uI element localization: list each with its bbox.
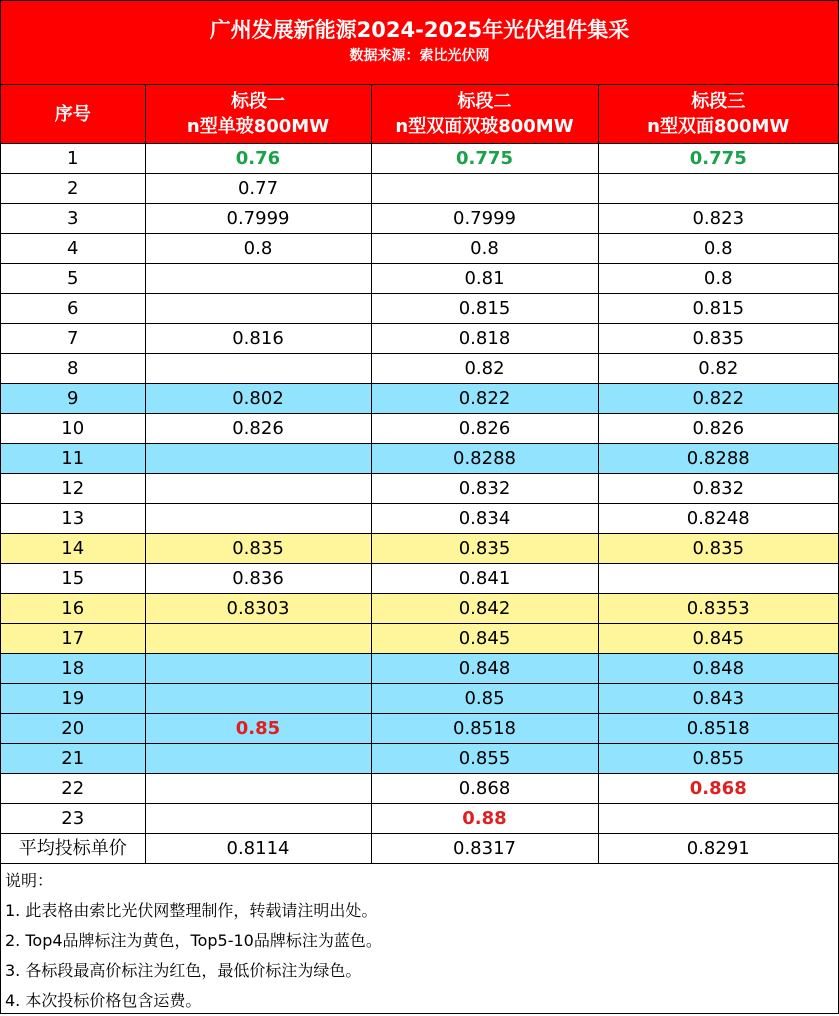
row-index: 10 <box>1 414 145 444</box>
lot2-price: 0.88 <box>371 804 598 834</box>
row-index: 13 <box>1 504 145 534</box>
table-row <box>1 774 838 804</box>
lot3-price: 0.775 <box>598 144 838 174</box>
lot3-price: 0.8518 <box>598 714 838 744</box>
lot3-price: 0.815 <box>598 294 838 324</box>
row-index: 5 <box>1 264 145 294</box>
row-index: 6 <box>1 294 145 324</box>
lot2-price: 0.841 <box>371 564 598 594</box>
lot3-price: 0.82 <box>598 354 838 384</box>
row-index: 3 <box>1 204 145 234</box>
header-lot1-name: 标段一 <box>231 91 285 112</box>
lot3-price: 0.8353 <box>598 594 838 624</box>
lot3-price <box>598 174 838 204</box>
header-lot2-name: 标段二 <box>457 91 512 112</box>
row-index: 8 <box>1 354 145 384</box>
page-title: 广州发展新能源2024-2025年光伏组件集采 <box>209 18 630 42</box>
lot1-price <box>145 774 371 804</box>
lot1-price: 0.77 <box>145 174 371 204</box>
lot3-price: 0.822 <box>598 384 838 414</box>
lot2-price: 0.82 <box>371 354 598 384</box>
lot2-price: 0.822 <box>371 384 598 414</box>
table-row <box>1 264 838 294</box>
lot2-price: 0.826 <box>371 414 598 444</box>
average-label: 平均投标单价 <box>1 834 145 864</box>
lot1-price: 0.836 <box>145 564 371 594</box>
lot2-price: 0.81 <box>371 264 598 294</box>
row-index: 2 <box>1 174 145 204</box>
row-index: 21 <box>1 744 145 774</box>
lot3-price: 0.8248 <box>598 504 838 534</box>
lot3-price: 0.843 <box>598 684 838 714</box>
lot3-price <box>598 804 838 834</box>
lot1-price <box>145 474 371 504</box>
table-row <box>1 684 838 714</box>
lot1-price: 0.8 <box>145 234 371 264</box>
row-index: 1 <box>1 144 145 174</box>
table-row <box>1 594 838 624</box>
header-lot3 <box>598 85 838 144</box>
lot1-price: 0.76 <box>145 144 371 174</box>
lot3-price: 0.855 <box>598 744 838 774</box>
header-row <box>1 85 838 144</box>
table-row <box>1 804 838 834</box>
lot1-price <box>145 294 371 324</box>
table-row <box>1 654 838 684</box>
lot2-price: 0.835 <box>371 534 598 564</box>
lot2-price: 0.85 <box>371 684 598 714</box>
table-row <box>1 624 838 654</box>
lot1-price: 0.826 <box>145 414 371 444</box>
table-row <box>1 534 838 564</box>
notes-heading: 说明： <box>5 871 54 890</box>
note-item: 2. Top4品牌标注为黄色，Top5-10品牌标注为蓝色。 <box>5 931 382 950</box>
table-row <box>1 144 838 174</box>
row-index: 9 <box>1 384 145 414</box>
lot2-price: 0.7999 <box>371 204 598 234</box>
table-row <box>1 174 838 204</box>
price-table <box>1 85 838 864</box>
header-index: 序号 <box>1 85 145 144</box>
table-row <box>1 384 838 414</box>
lot2-price: 0.868 <box>371 774 598 804</box>
row-index: 19 <box>1 684 145 714</box>
row-index: 23 <box>1 804 145 834</box>
header-lot2-desc: n型双面双玻800MW <box>395 116 574 137</box>
table-row <box>1 504 838 534</box>
lot2-price: 0.834 <box>371 504 598 534</box>
header-lot3-desc: n型双面800MW <box>647 116 790 137</box>
lot3-price: 0.8288 <box>598 444 838 474</box>
header-lot2 <box>371 85 598 144</box>
row-index: 20 <box>1 714 145 744</box>
row-index: 17 <box>1 624 145 654</box>
lot3-price <box>598 564 838 594</box>
lot2-price: 0.842 <box>371 594 598 624</box>
average-row <box>1 834 838 864</box>
lot1-price: 0.7999 <box>145 204 371 234</box>
row-index: 16 <box>1 594 145 624</box>
lot1-price: 0.835 <box>145 534 371 564</box>
table-row <box>1 564 838 594</box>
average-lot1: 0.8114 <box>145 834 371 864</box>
row-index: 18 <box>1 654 145 684</box>
lot3-price: 0.845 <box>598 624 838 654</box>
table-body <box>1 144 838 834</box>
lot2-price <box>371 174 598 204</box>
lot2-price: 0.8518 <box>371 714 598 744</box>
lot1-price: 0.816 <box>145 324 371 354</box>
lot2-price: 0.8 <box>371 234 598 264</box>
note-item: 1. 此表格由索比光伏网整理制作，转载请注明出处。 <box>5 901 378 920</box>
lot1-price <box>145 264 371 294</box>
table-row <box>1 414 838 444</box>
row-index: 7 <box>1 324 145 354</box>
row-index: 15 <box>1 564 145 594</box>
average-lot3: 0.8291 <box>598 834 838 864</box>
table-row <box>1 204 838 234</box>
row-index: 22 <box>1 774 145 804</box>
table-row <box>1 354 838 384</box>
header-lot3-name: 标段三 <box>691 91 746 112</box>
lot2-price: 0.845 <box>371 624 598 654</box>
header-lot1-desc: n型单玻800MW <box>186 116 330 137</box>
lot1-price <box>145 804 371 834</box>
lot1-price <box>145 624 371 654</box>
table-row <box>1 294 838 324</box>
lot3-price: 0.835 <box>598 324 838 354</box>
lot2-price: 0.848 <box>371 654 598 684</box>
row-index: 12 <box>1 474 145 504</box>
lot1-price <box>145 504 371 534</box>
row-index: 11 <box>1 444 145 474</box>
average-lot2: 0.8317 <box>371 834 598 864</box>
lot2-price: 0.818 <box>371 324 598 354</box>
table-row <box>1 324 838 354</box>
lot1-price: 0.85 <box>145 714 371 744</box>
row-index: 4 <box>1 234 145 264</box>
lot1-price <box>145 654 371 684</box>
lot1-price <box>145 684 371 714</box>
table-row <box>1 714 838 744</box>
table-row <box>1 444 838 474</box>
lot2-price: 0.815 <box>371 294 598 324</box>
title-banner <box>1 1 838 85</box>
lot2-price: 0.8288 <box>371 444 598 474</box>
lot3-price: 0.835 <box>598 534 838 564</box>
lot3-price: 0.848 <box>598 654 838 684</box>
table-row <box>1 474 838 504</box>
lot2-price: 0.855 <box>371 744 598 774</box>
table-row <box>1 744 838 774</box>
lot3-price: 0.826 <box>598 414 838 444</box>
note-item: 3. 各标段最高价标注为红色，最低价标注为绿色。 <box>5 961 362 980</box>
note-item: 4. 本次投标价格包含运费。 <box>5 991 202 1010</box>
lot1-price: 0.802 <box>145 384 371 414</box>
data-source: 数据来源：索比光伏网 <box>349 48 490 64</box>
lot3-price: 0.868 <box>598 774 838 804</box>
lot3-price: 0.8 <box>598 264 838 294</box>
header-lot1 <box>145 85 371 144</box>
lot1-price <box>145 744 371 774</box>
lot2-price: 0.832 <box>371 474 598 504</box>
lot3-price: 0.832 <box>598 474 838 504</box>
lot1-price: 0.8303 <box>145 594 371 624</box>
lot1-price <box>145 444 371 474</box>
lot2-price: 0.775 <box>371 144 598 174</box>
lot1-price <box>145 354 371 384</box>
lot3-price: 0.8 <box>598 234 838 264</box>
table-row <box>1 234 838 264</box>
lot3-price: 0.823 <box>598 204 838 234</box>
notes-section <box>1 864 838 1016</box>
row-index: 14 <box>1 534 145 564</box>
